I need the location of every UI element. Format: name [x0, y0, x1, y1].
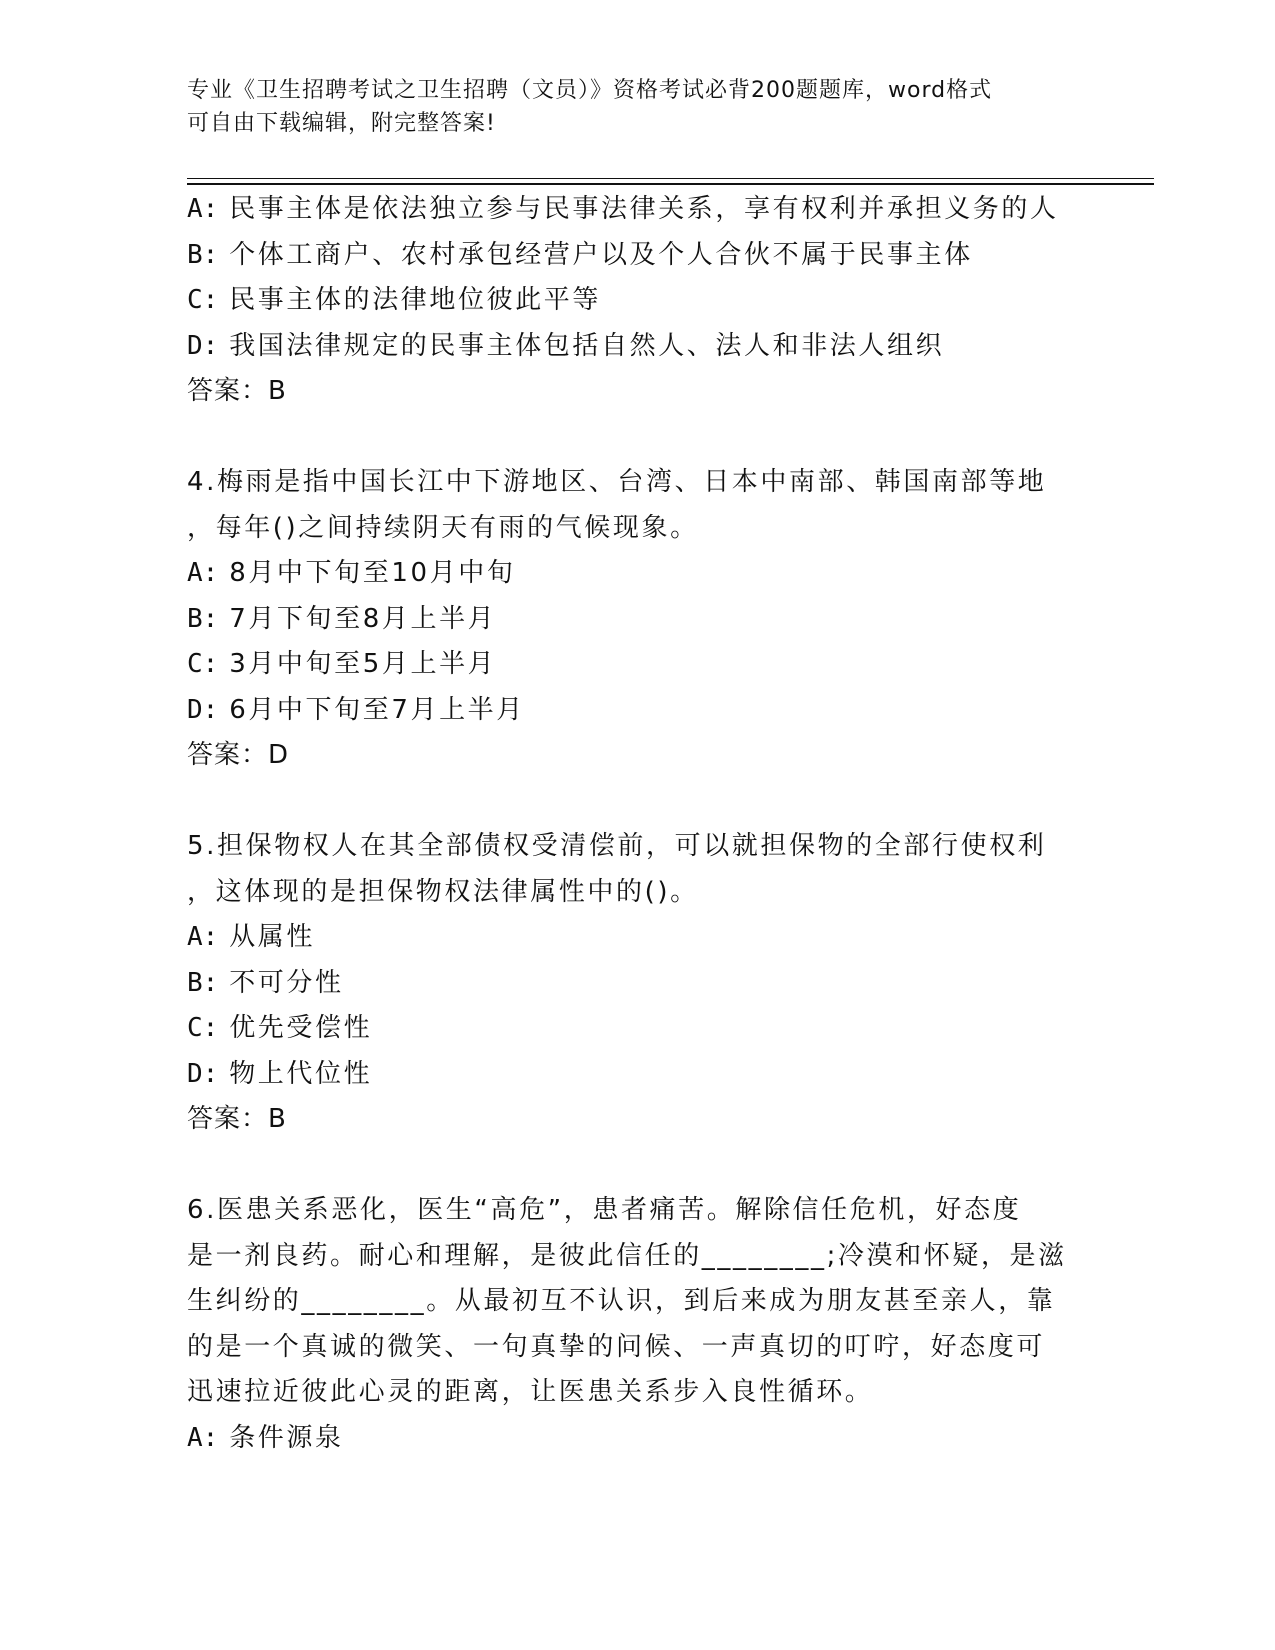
header-divider-thin: [187, 178, 1154, 179]
option-key: A:: [187, 1422, 219, 1453]
option-c: [187, 278, 1087, 324]
stem-line: ，这体现的是担保物权法律属性中的()。: [187, 876, 699, 907]
question-3-options: [187, 187, 1087, 369]
header-line-1: 专业《卫生招聘考试之卫生招聘（文员）》资格考试必背200题题库，word格式: [187, 78, 993, 103]
option-a: [187, 551, 1087, 597]
option-text: 8月中下旬至10月中旬: [229, 558, 516, 588]
stem-line: 的是一个真诚的微笑、一句真挚的问候、一声真切的叮咛，好态度可: [187, 1331, 1046, 1362]
header-divider-thick: [187, 183, 1154, 185]
stem-line: 5.担保物权人在其全部债权受清偿前，可以就担保物的全部行使权利: [187, 831, 1047, 861]
option-b: [187, 597, 1087, 643]
option-a: [187, 187, 1087, 233]
option-text: 3月中旬至5月上半月: [229, 649, 497, 679]
spacer: [187, 415, 1087, 461]
option-key: C:: [187, 649, 219, 679]
document-header: [187, 74, 1067, 140]
stem-line: 6.医患关系恶化，医生“高危”，患者痛苦。解除信任危机，好态度: [187, 1195, 1022, 1225]
option-key: A:: [187, 922, 219, 952]
question-5-stem: [187, 824, 1087, 915]
option-text: 民事主体的法律地位彼此平等: [229, 285, 601, 315]
option-key: C:: [187, 285, 219, 315]
spacer: [187, 1143, 1087, 1189]
option-text: 我国法律规定的民事主体包括自然人、法人和非法人组织: [229, 330, 945, 361]
stem-line: 是一剂良药。耐心和理解，是彼此信任的________;冷漠和怀疑，是滋: [187, 1240, 1067, 1271]
option-text: 民事主体是依法独立参与民事法律关系，享有权利并承担义务的人: [229, 194, 1059, 224]
option-text: 不可分性: [229, 967, 344, 998]
option-c: [187, 1006, 1087, 1052]
option-key: A:: [187, 194, 219, 224]
question-4-answer: 答案：D: [187, 740, 290, 770]
stem-line: 4.梅雨是指中国长江中下游地区、台湾、日本中南部、韩国南部等地: [187, 467, 1047, 497]
option-d: [187, 1052, 1087, 1098]
stem-line: ，每年()之间持续阴天有雨的气候现象。: [187, 512, 699, 543]
option-key: B:: [187, 239, 219, 270]
question-4-options: [187, 551, 1087, 733]
option-key: D:: [187, 1058, 219, 1089]
stem-line: 生纠纷的________。从最初互不认识，到后来成为朋友甚至亲人，靠: [187, 1286, 1056, 1316]
spacer: [187, 779, 1087, 825]
option-key: B:: [187, 967, 219, 998]
option-text: 从属性: [229, 922, 315, 952]
question-4-stem: [187, 460, 1087, 551]
stem-line: 迅速拉近彼此心灵的距离，让医患关系步入良性循环。: [187, 1377, 874, 1407]
option-text: 条件源泉: [229, 1422, 344, 1453]
option-text: 物上代位性: [229, 1058, 373, 1089]
option-key: B:: [187, 603, 219, 634]
option-text: 优先受偿性: [229, 1013, 373, 1043]
question-6-options: [187, 1416, 1087, 1462]
question-3-answer: 答案：B: [187, 376, 287, 406]
option-text: 6月中下旬至7月上半月: [229, 694, 525, 725]
option-a: [187, 915, 1087, 961]
option-b: [187, 961, 1087, 1007]
option-key: D:: [187, 694, 219, 725]
option-a: [187, 1416, 1087, 1462]
option-key: C:: [187, 1013, 219, 1043]
option-key: A:: [187, 558, 219, 588]
question-6-stem: [187, 1188, 1087, 1416]
option-text: 个体工商户、农村承包经营户以及个人合伙不属于民事主体: [229, 239, 973, 270]
question-content: [187, 187, 1087, 1461]
question-5-answer: 答案：B: [187, 1104, 287, 1134]
option-text: 7月下旬至8月上半月: [229, 603, 497, 634]
option-c: [187, 642, 1087, 688]
option-d: [187, 688, 1087, 734]
header-line-2: 可自由下载编辑，附完整答案!: [187, 111, 496, 136]
option-b: [187, 233, 1087, 279]
option-d: [187, 324, 1087, 370]
question-5-options: [187, 915, 1087, 1097]
option-key: D:: [187, 330, 219, 361]
